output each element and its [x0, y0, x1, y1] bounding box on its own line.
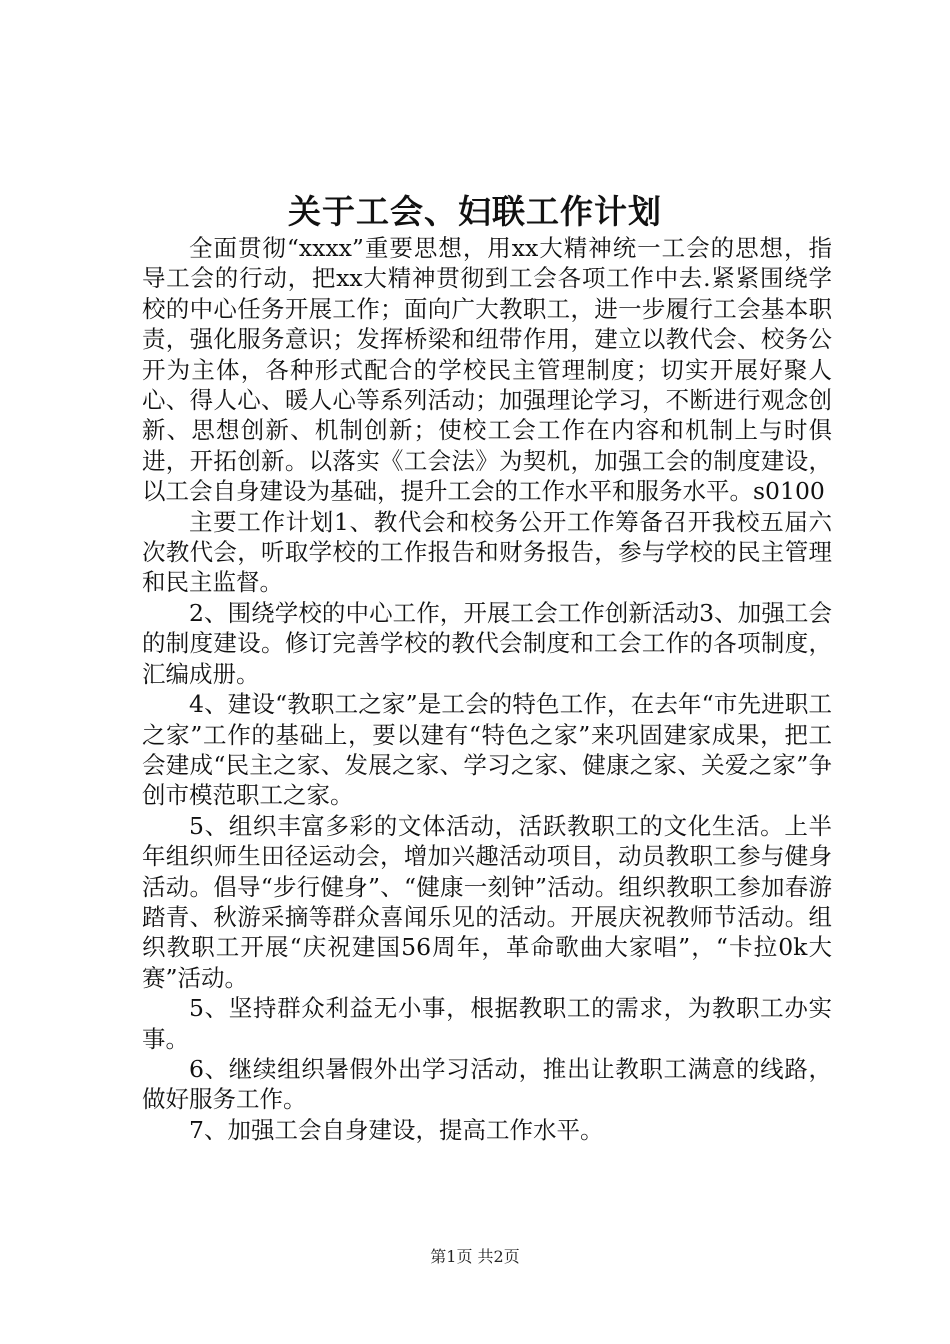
document-body	[142, 233, 832, 1145]
paragraph-item-5-activities: 5、组织丰富多彩的文体活动，活跃教职工的文化生活。上半年组织师生田径运动会，增加兴趣活动项目，动员教职工参与健身活动。倡导“步行健身”、“健康一刻钟”活动。组织教职工参加春游踏青、秋游采摘等群众喜闻乐见的活动。开展庆祝教师节活动。组织教职工开展“庆祝建国56周年，革命歌曲大家唱”，“卡拉0k大赛”活动。	[142, 811, 832, 992]
paragraph-item-5-interests: 5、坚持群众利益无小事，根据教职工的需求，为教职工办实事。	[142, 994, 832, 1053]
page-title: 关于工会、妇联工作计划	[288, 192, 662, 231]
paragraph-item-6: 6、继续组织暑假外出学习活动，推出让教职工满意的线路，做好服务工作。	[142, 1054, 832, 1114]
paragraph-item-2-3: 2、围绕学校的中心工作，开展工会工作创新活动3、加强工会的制度建设。修订完善学校的教代会制度和工会工作的各项制度，汇编成册。	[142, 598, 832, 688]
paragraph-item-4: 4、建设“教职工之家”是工会的特色工作，在去年“市先进职工之家”工作的基础上，要以建有“特色之家”来巩固建家成果，把工会建成“民主之家、发展之家、学习之家、健康之家、关爱之家”争创市模范职工之家。	[142, 690, 832, 810]
paragraph-item-1: 主要工作计划1、教代会和校务公开工作筹备召开我校五届六次教代会，听取学校的工作报告和财务报告，参与学校的民主管理和民主监督。	[142, 507, 832, 597]
paragraph-intro: 全面贯彻“xxxx”重要思想，用xx大精神统一工会的思想，指导工会的行动，把xx大精神贯彻到工会各项工作中去.紧紧围绕学校的中心任务开展工作；面向广大教职工，进一步履行工会基本职责，强化服务意识；发挥桥梁和纽带作用，建立以教代会、校务公开为主体，各种形式配合的学校民主管理制度；切实开展好聚人心、得人心、暖人心等系列活动；加强理论学习，不断进行观念创新、思想创新、机制创新；使校工会工作在内容和机制上与时俱进，开拓创新。以落实《工会法》为契机，加强工会的制度建设，以工会自身建设为基础，提升工会的工作水平和服务水平。s0100	[142, 234, 832, 506]
paragraph-item-7: 7、加强工会自身建设，提高工作水平。	[189, 1115, 604, 1144]
page-number-footer: 第1页 共2页	[430, 1247, 520, 1266]
